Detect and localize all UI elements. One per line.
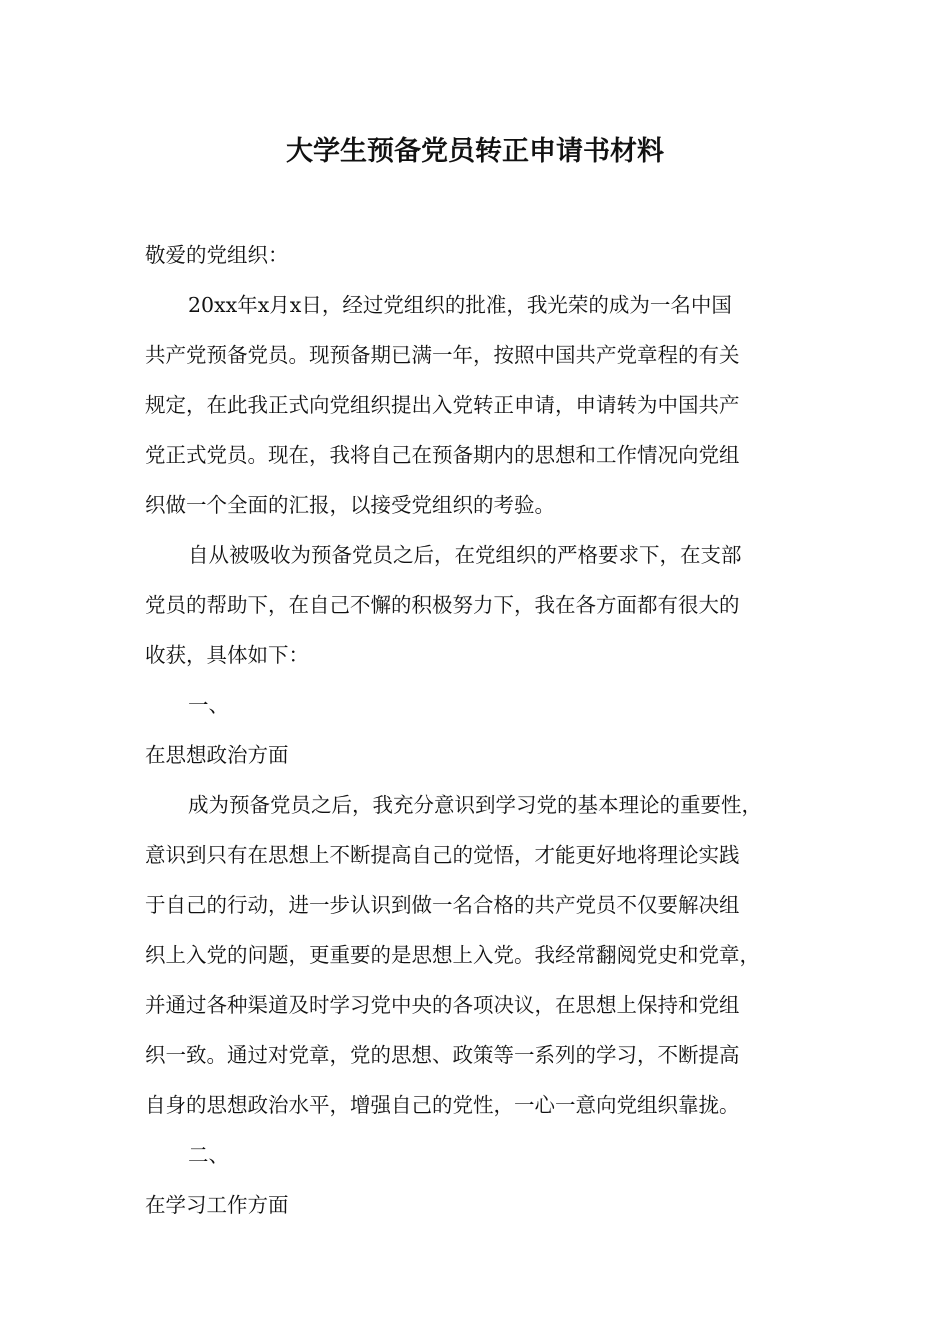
paragraph-line: 收获，具体如下：	[145, 643, 309, 667]
paragraph-line: 党员的帮助下，在自己不懈的积极努力下，我在各方面都有很大的	[145, 593, 740, 617]
paragraph-line: 规定，在此我正式向党组织提出入党转正申请，申请转为中国共产	[145, 393, 740, 417]
paragraph-line: 共产党预备党员。现预备期已满一年，按照中国共产党章程的有关	[145, 343, 740, 367]
paragraph-line: 意识到只有在思想上不断提高自己的觉悟，才能更好地将理论实践	[145, 843, 740, 867]
paragraph-line: 成为预备党员之后，我充分意识到学习党的基本理论的重要性，	[188, 793, 762, 817]
document-body	[145, 230, 805, 1230]
salutation-line: 敬爱的党组织：	[145, 243, 289, 267]
document-title: 大学生预备党员转正申请书材料	[286, 136, 664, 167]
paragraph-line: 织上入党的问题，更重要的是思想上入党。我经常翻阅党史和党章，	[145, 943, 760, 967]
section-heading: 在思想政治方面	[145, 743, 289, 767]
section-number: 二、	[188, 1143, 229, 1167]
paragraph-line: 织一致。通过对党章，党的思想、政策等一系列的学习，不断提高	[145, 1043, 740, 1067]
paragraph-line: 自从被吸收为预备党员之后，在党组织的严格要求下，在支部	[188, 543, 742, 567]
paragraph-line: 自身的思想政治水平，增强自己的党性，一心一意向党组织靠拢。	[145, 1093, 740, 1117]
paragraph-line: 并通过各种渠道及时学习党中央的各项决议，在思想上保持和党组	[145, 993, 740, 1017]
paragraph-line: 于自己的行动，进一步认识到做一名合格的共产党员不仅要解决组	[145, 893, 740, 917]
section-number: 一、	[188, 693, 229, 717]
paragraph-line: 织做一个全面的汇报，以接受党组织的考验。	[145, 493, 555, 517]
paragraph-line: 党正式党员。现在，我将自己在预备期内的思想和工作情况向党组	[145, 443, 740, 467]
section-heading: 在学习工作方面	[145, 1193, 289, 1217]
paragraph-line: 20xx年x月x日，经过党组织的批准，我光荣的成为一名中国	[188, 293, 732, 317]
